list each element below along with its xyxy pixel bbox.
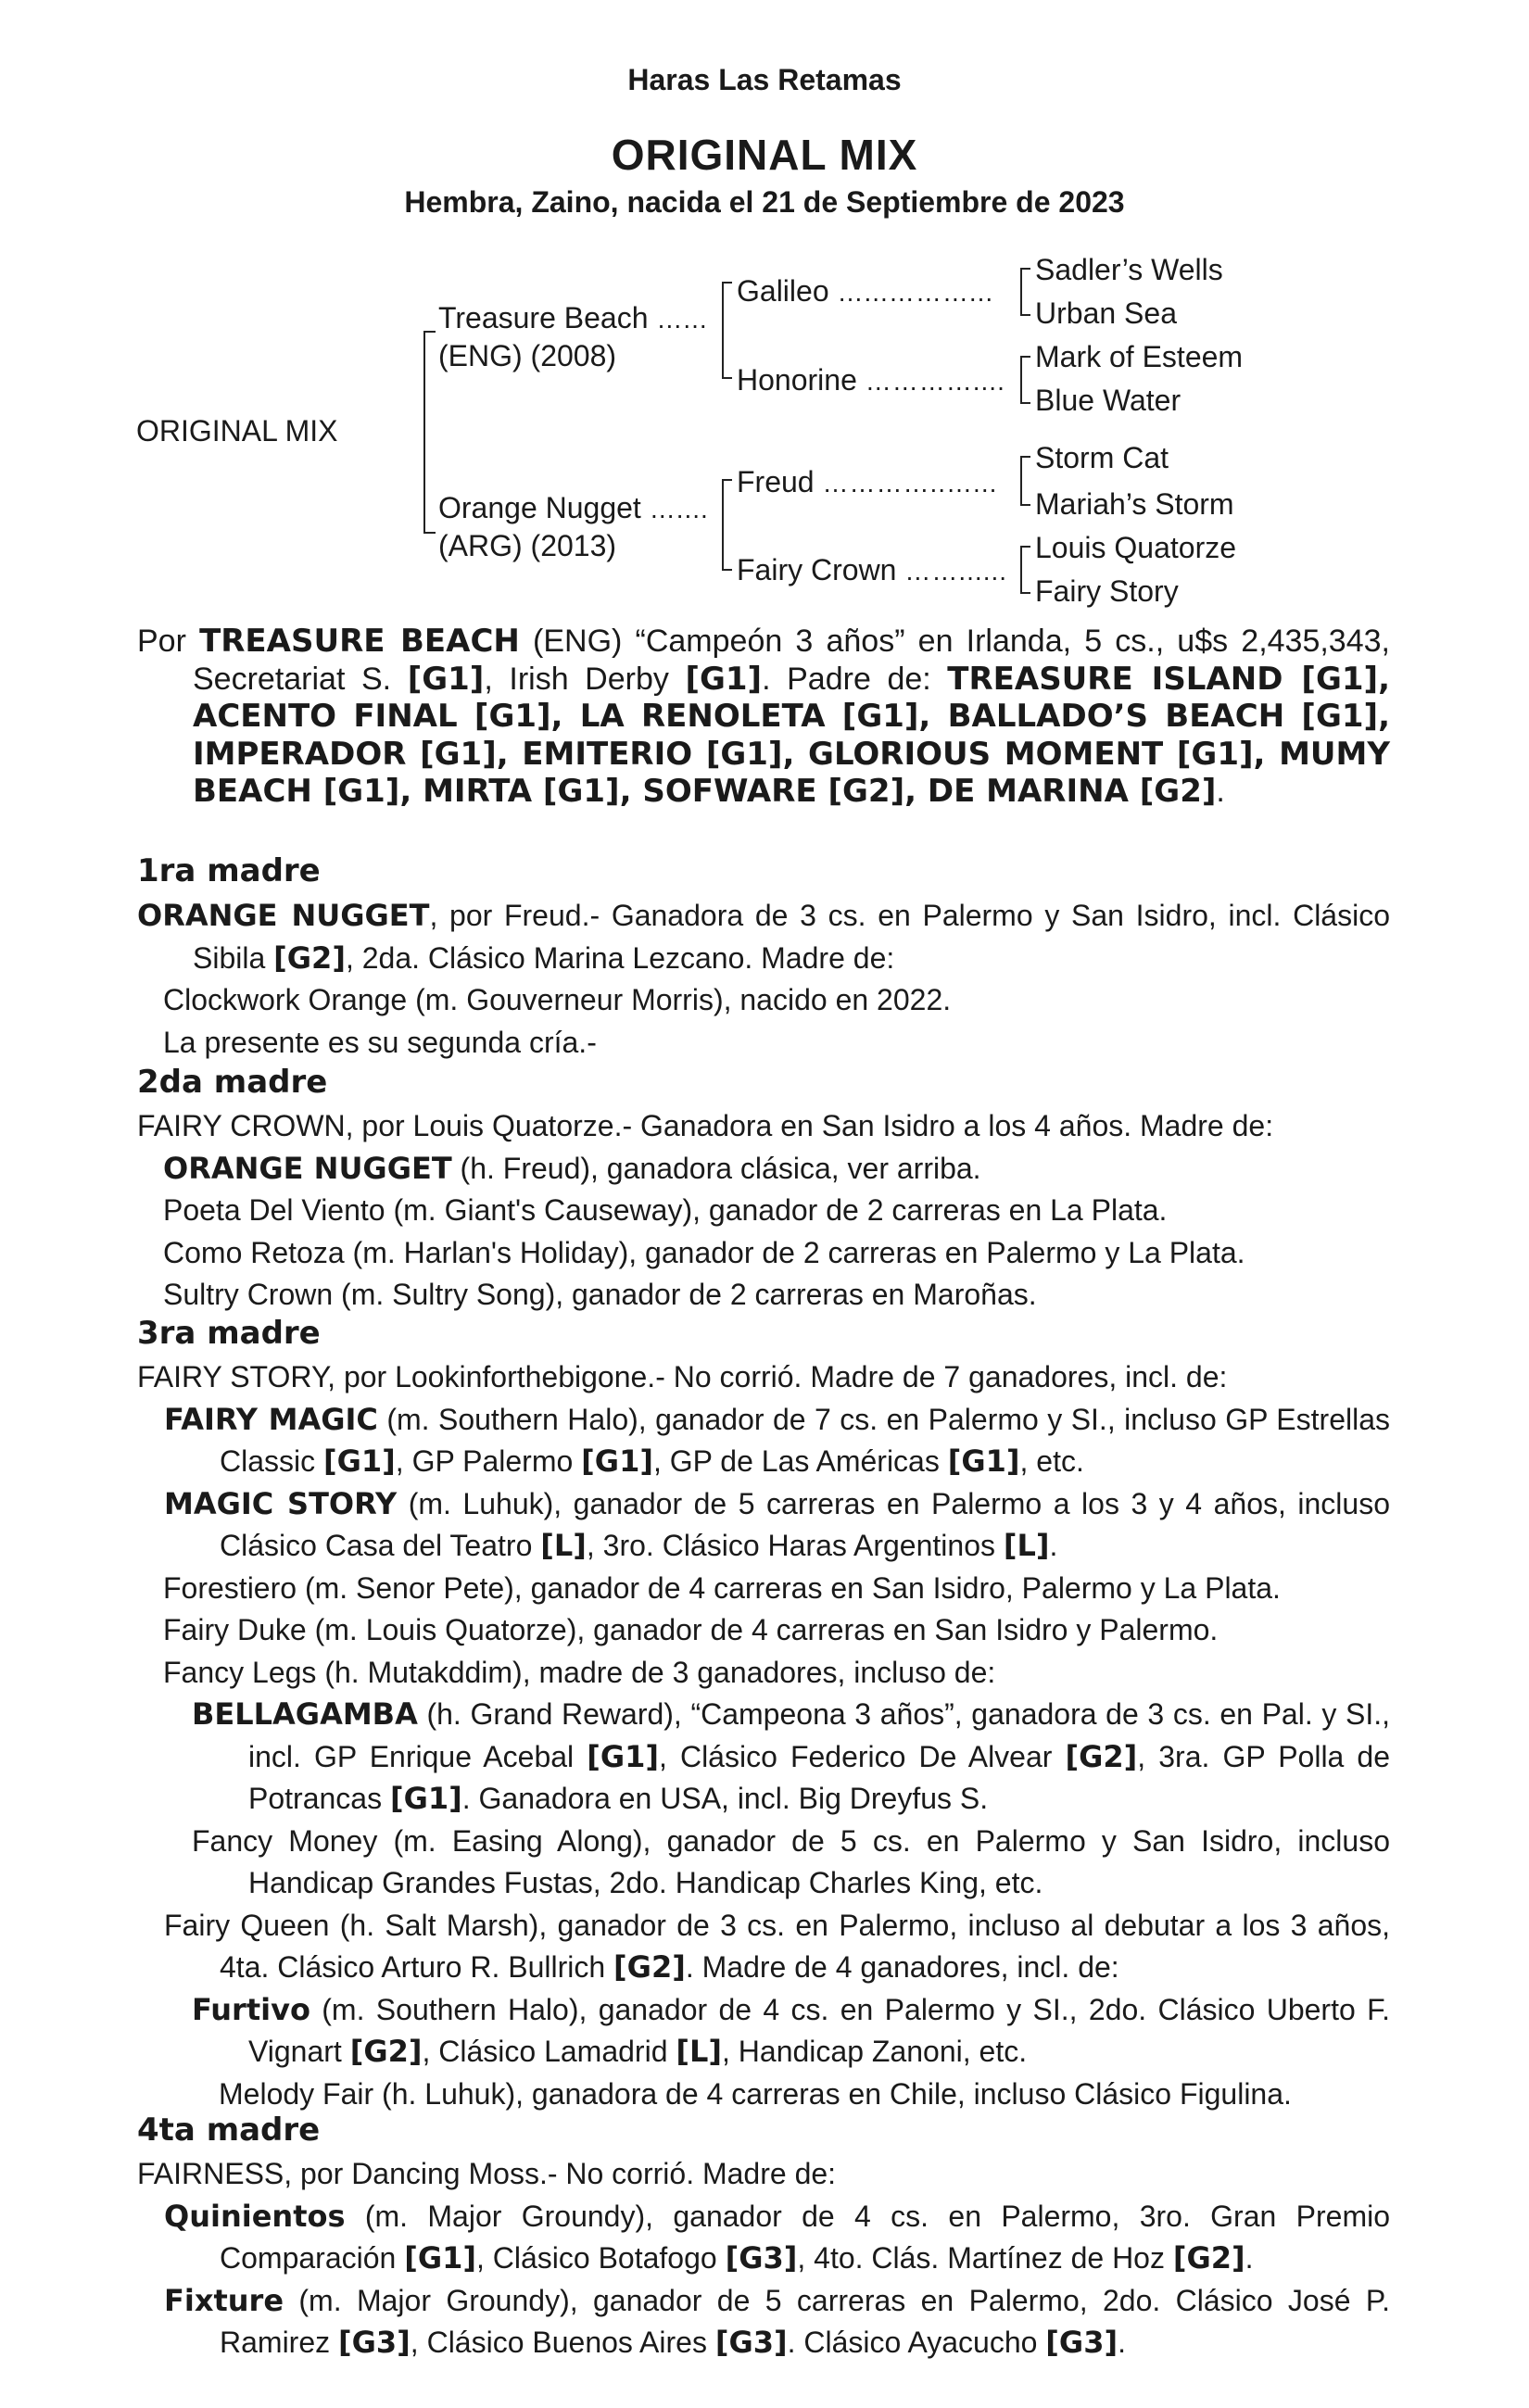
- pedigree-sire-sire-dots: …...………...: [837, 278, 994, 307]
- dam1-main: [137, 895, 1390, 979]
- offspring-name: BELLAGAMBA: [192, 1696, 418, 1732]
- offspring-text: (m. Major Groundy), ganador de 5 carreras en Palermo, 2do. Clásico José P. Ramirez: [220, 2283, 1390, 2359]
- dam4-fixture: [137, 2280, 1390, 2364]
- pedigree-ggp-3: Mark of Esteem: [1035, 340, 1244, 373]
- dam3-fairy-queen: [137, 1905, 1390, 1989]
- dam3-intro: FAIRY STORY, por Lookinforthebigone.- No corrió. Madre de 7 ganadores, incl. de:: [137, 1360, 1228, 1393]
- grade-badge: [G1]: [685, 660, 763, 698]
- grade-badge: [G2]: [613, 1949, 686, 1985]
- grade-badge: [G3]: [338, 2325, 411, 2360]
- offspring-name: FAIRY MAGIC: [164, 1401, 378, 1437]
- offspring-text: , Clásico Federico De Alvear: [659, 1739, 1066, 1773]
- section-heading-dam4: 4ta madre: [137, 2112, 321, 2149]
- dam3-melody-fair: Melody Fair (h. Luhuk), ganadora de 4 carreras en Chile, incluso Clásico Figulina.: [219, 2076, 1292, 2111]
- dam1-text-1: , por Freud.- Ganadora de 3 cs. en Palermo y San Isidro, incl. Clásico Sibila: [193, 899, 1391, 975]
- grade-badge: [G1]: [587, 1738, 659, 1774]
- dam1-block: [137, 895, 1390, 1064]
- grade-badge: [G1]: [581, 1444, 653, 1479]
- section-heading-dam1: 1ra madre: [137, 852, 321, 889]
- offspring-text: (m. Major Groundy), ganador de 4 cs. en Palermo, 3ro. Gran Premio Comparación: [220, 2199, 1390, 2275]
- sire-name: TREASURE BEACH: [199, 623, 520, 660]
- offspring-text: (h. Grand Reward), “Campeona 3 años”, ganadora de 3 cs. en Pal. y SI., incl. GP Enrique Acebal: [248, 1697, 1390, 1773]
- offspring-text: , 3ra. GP Polla de Potrancas: [248, 1739, 1391, 1815]
- sire-text-1: (ENG) “Campeón 3 años” en Irlanda, 5 cs., u$s 2,435,343, Secretariat S.: [193, 624, 1390, 697]
- sire-offspring-list: TREASURE ISLAND [G1], ACENTO FINAL [G1], LA RENOLETA [G1], BALLADO’S BEACH [G1], IMPERADOR [G1], EMITERIO [G1], GLORIOUS MOMENT [G1], MUMY BEACH [G1], MIRTA [G1], SOFWARE [G2], DE MARINA [G2]: [193, 660, 1390, 810]
- offspring-text: , GP de Las Américas: [652, 1444, 948, 1478]
- grade-badge: [G3]: [1045, 2325, 1118, 2360]
- offspring-text: .: [1049, 1529, 1058, 1562]
- pedigree-sire-sire-name: Galileo: [737, 274, 829, 308]
- offspring-text: (m. Luhuk), ganador de 5 carreras en Palermo a los 3 y 4 años, incluso Clásico Casa del Teatro: [220, 1486, 1391, 1562]
- sire-lead: Por: [137, 624, 200, 659]
- offspring-text: , etc.: [1019, 1444, 1084, 1478]
- dam3-forestiero: Forestiero (m. Senor Pete), ganador de 4 carreras en San Isidro, Palermo y La Plata.: [163, 1570, 1281, 1605]
- pedigree-dam-dots: …....: [649, 495, 709, 523]
- pedigree-ggp-6: Mariah’s Storm: [1035, 487, 1234, 521]
- offspring-text: , Clásico Botafogo: [475, 2241, 726, 2275]
- section-heading-dam2: 2da madre: [137, 1064, 328, 1101]
- dam2-item: Como Retoza (m. Harlan's Holiday), ganador de 2 carreras en Palermo y La Plata.: [163, 1235, 1245, 1269]
- offspring-text: Fairy Queen (h. Salt Marsh), ganador de 3 cs. en Palermo, incluso al debutar a los 3 años, 4ta. Clásico Arturo R. Bullrich: [164, 1908, 1390, 1984]
- pedigree-dam-sire-name: Freud: [737, 465, 815, 498]
- dam3-block: [137, 1356, 1390, 2115]
- offspring-text: , Clásico Lamadrid: [422, 2035, 676, 2068]
- offspring-name: Furtivo: [192, 1991, 310, 2027]
- grade-badge: [G2]: [1065, 1738, 1138, 1774]
- sire-paragraph: [137, 623, 1390, 811]
- grade-badge: [G1]: [407, 660, 485, 698]
- sire-text-3: . Padre de:: [762, 661, 948, 697]
- dam1-offspring: Clockwork Orange (m. Gouverneur Morris), nacido en 2022.: [163, 983, 952, 1016]
- offspring-text: .: [1245, 2241, 1254, 2275]
- dam2-item-bold: [137, 1148, 1390, 1191]
- dam2-intro: FAIRY CROWN, por Louis Quatorze.- Ganadora en San Isidro a los 4 años. Madre de:: [137, 1109, 1274, 1142]
- pedigree-dam: [438, 491, 709, 525]
- offspring-name: Quinientos: [164, 2198, 346, 2234]
- dam1-note: La presente es su segunda cría.-: [163, 1025, 597, 1059]
- dam3-bellagamba: [137, 1694, 1390, 1821]
- grade-badge: [G1]: [389, 1781, 462, 1816]
- offspring-text: , GP Palermo: [395, 1444, 582, 1478]
- horse-title: ORIGINAL MIX: [611, 131, 918, 179]
- pedigree-sire-dam: [737, 363, 1005, 397]
- grade-badge: [G2]: [1172, 2240, 1245, 2276]
- pedigree-dam-dam-dots: ……......: [904, 557, 1008, 586]
- pedigree-dam-sire-dots: …………..…...: [822, 469, 998, 498]
- dam3-fairy-magic: [137, 1399, 1390, 1483]
- horse-subtitle: Hembra, Zaino, nacida el 21 de Septiembre de 2023: [404, 185, 1125, 219]
- sire-text-2: , Irish Derby: [484, 661, 686, 697]
- offspring-text: . Madre de 4 ganadores, incl. de:: [685, 1950, 1119, 1984]
- dam2-item: Poeta Del Viento (m. Giant's Causeway), ganador de 2 carreras en La Plata.: [163, 1193, 1168, 1227]
- pedigree-ggp-5: Storm Cat: [1035, 441, 1169, 474]
- dam3-fairy-duke: Fairy Duke (m. Louis Quatorze), ganador de 4 carreras en San Isidro y Palermo.: [163, 1613, 1219, 1646]
- offspring-text: (m. Southern Halo), ganador de 7 cs. en Palermo y SI., incluso GP Estrellas Classic: [220, 1402, 1391, 1478]
- pedigree-brackets: [0, 0, 1529, 630]
- section-heading-dam3: 3ra madre: [137, 1315, 321, 1352]
- pedigree-sire-sire: [737, 274, 993, 309]
- grade-badge: [G1]: [947, 1444, 1020, 1479]
- dam3-magic-story: [137, 1483, 1390, 1568]
- offspring-name: MAGIC STORY: [164, 1485, 398, 1521]
- grade-badge: [L]: [676, 2034, 723, 2069]
- pedigree-dam-dam: [737, 553, 1007, 587]
- sire-end: .: [1216, 774, 1225, 809]
- dam4-intro: FAIRNESS, por Dancing Moss.- No corrió. Madre de:: [137, 2157, 837, 2190]
- pedigree-dam-name: Orange Nugget: [438, 491, 641, 524]
- offspring-text: , 3ro. Clásico Haras Argentinos: [586, 1529, 1004, 1562]
- dam4-block: [137, 2153, 1390, 2364]
- offspring-text: . Clásico Ayacucho: [787, 2326, 1046, 2359]
- farm-name: Haras Las Retamas: [627, 63, 902, 96]
- pedigree-sire: [438, 301, 708, 335]
- dam2-item: Sultry Crown (m. Sultry Song), ganador de 2 carreras en Maroñas.: [163, 1278, 1037, 1311]
- pedigree-dam-detail: (ARG) (2013): [438, 529, 617, 562]
- dam3-furtivo: [137, 1989, 1390, 2074]
- dam1-text-2: , 2da. Clásico Marina Lezcano. Madre de:: [345, 940, 895, 975]
- dam2-block: [137, 1105, 1390, 1317]
- grade-badge: [L]: [540, 1528, 587, 1563]
- offspring-text: , Clásico Buenos Aires: [410, 2326, 715, 2359]
- pedigree-ggp-4: Blue Water: [1035, 384, 1182, 417]
- grade-badge: [G1]: [404, 2240, 476, 2276]
- pedigree-sire-name: Treasure Beach: [438, 301, 649, 334]
- pedigree-sire-detail: (ENG) (2008): [438, 339, 617, 372]
- sire-description: [137, 623, 1390, 811]
- pedigree-subject: ORIGINAL MIX: [136, 414, 338, 448]
- dam4-quinientos: [137, 2196, 1390, 2280]
- dam2-bold-rest: (h. Freud), ganadora clásica, ver arriba.: [451, 1151, 981, 1185]
- offspring-text: (m. Southern Halo), ganador de 4 cs. en Palermo y SI., 2do. Clásico Uberto F. Vignart: [248, 1992, 1390, 2068]
- pedigree-dam-sire: [737, 465, 997, 499]
- grade-badge: [G1]: [323, 1444, 396, 1479]
- dam3-fancy-money: Fancy Money (m. Easing Along), ganador de 5 cs. en Palermo y San Isidro, incluso Handicap Grandes Fustas, 2do. Handicap Charles King, etc.: [192, 1823, 1390, 1899]
- dam2-bold-name: ORANGE NUGGET: [163, 1150, 452, 1186]
- offspring-text: .: [1118, 2326, 1126, 2359]
- pedigree-ggp-2: Urban Sea: [1035, 296, 1177, 330]
- offspring-text: , Handicap Zanoni, etc.: [722, 2035, 1028, 2068]
- offspring-text: , 4to. Clás. Martínez de Hoz: [797, 2241, 1173, 2275]
- offspring-text: . Ganadora en USA, incl. Big Dreyfus S.: [461, 1782, 989, 1815]
- grade-badge: [G3]: [725, 2240, 798, 2276]
- grade-badge: [G2]: [349, 2034, 423, 2069]
- pedigree-sire-dots: …...: [656, 305, 708, 334]
- offspring-name: Fixture: [164, 2282, 284, 2318]
- pedigree-ggp-7: Louis Quatorze: [1035, 531, 1237, 564]
- pedigree-ggp-8: Fairy Story: [1035, 574, 1179, 608]
- pedigree-sire-dam-name: Honorine: [737, 363, 857, 397]
- dam1-name: ORANGE NUGGET: [137, 898, 430, 933]
- grade-badge: [L]: [1003, 1528, 1050, 1563]
- pedigree-ggp-1: Sadler’s Wells: [1035, 253, 1223, 286]
- pedigree-dam-dam-name: Fairy Crown: [737, 553, 897, 586]
- grade-badge: [G2]: [273, 939, 346, 976]
- pedigree-sire-dam-dots: …………....: [865, 367, 1005, 396]
- dam3-fancy-legs: Fancy Legs (h. Mutakddim), madre de 3 ganadores, incluso de:: [163, 1655, 996, 1689]
- grade-badge: [G3]: [714, 2325, 788, 2360]
